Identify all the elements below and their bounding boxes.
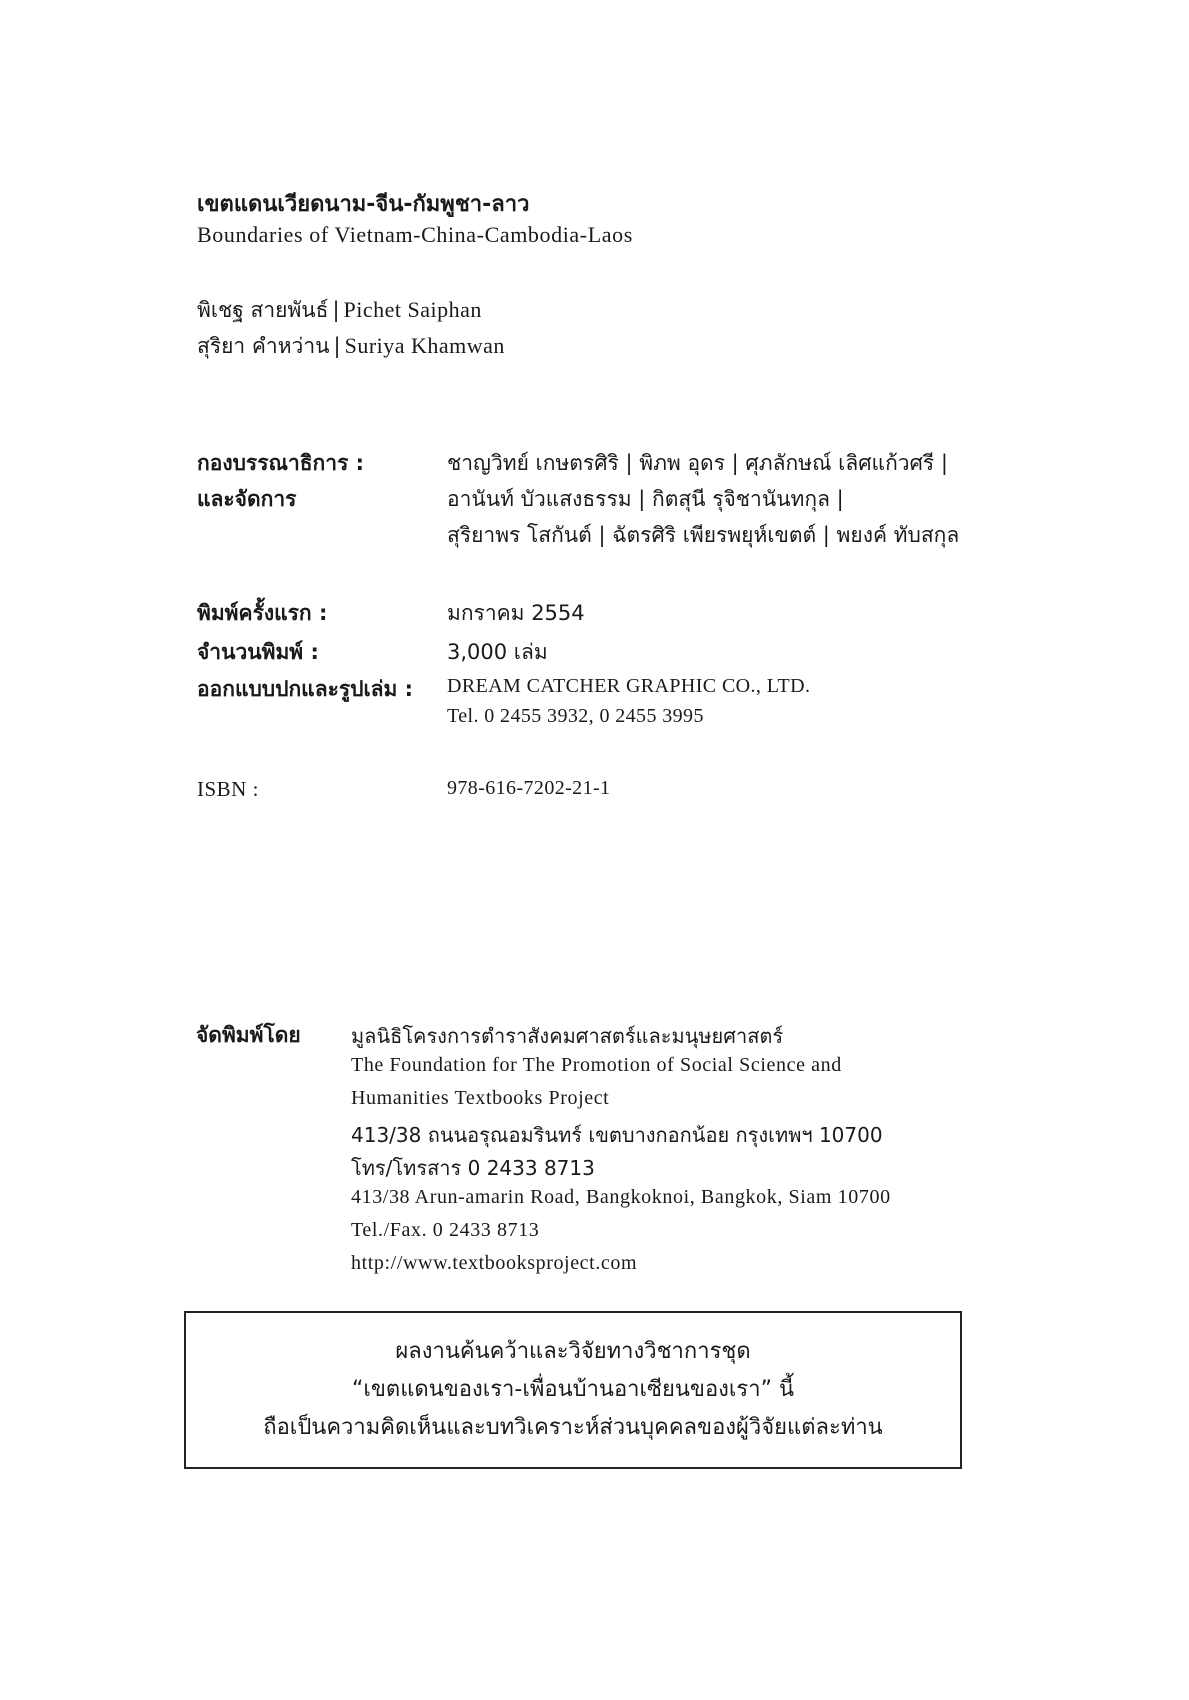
isbn-value: 978-616-7202-21-1 (447, 777, 611, 799)
disclaimer-box (184, 1311, 962, 1469)
book-title-english: Boundaries of Vietnam-China-Cambodia-Laos (197, 222, 633, 247)
print-count-value: 3,000 เล่ม (447, 640, 548, 664)
author-separator: | (333, 334, 341, 358)
author-line-1 (197, 294, 482, 327)
publisher-name-english-1: The Foundation for The Promotion of Social Science and (351, 1054, 842, 1076)
publisher-address-thai: 413/38 ถนนอรุณอมรินทร์ เขตบางกอกน้อย กรุงเทพฯ 10700 (351, 1123, 883, 1147)
editorial-label-cont: และจัดการ (197, 487, 297, 511)
author-1-thai: พิเชฐ สายพันธ์ (197, 298, 329, 322)
design-label: ออกแบบปกและรูปเล่ม : (197, 677, 414, 701)
publisher-website[interactable]: http://www.textbooksproject.com (351, 1252, 638, 1274)
disclaimer-line-2: “เขตแดนของเรา-เพื่อนบ้านอาเซียนของเรา” นี้ (351, 1377, 795, 1402)
author-separator: | (332, 298, 340, 322)
print-count-label: จำนวนพิมพ์ : (197, 640, 319, 664)
book-title-thai: เขตแดนเวียดนาม-จีน-กัมพูชา-ลาว (197, 192, 530, 217)
author-2-english: Suriya Khamwan (344, 333, 505, 358)
author-1-english: Pichet Saiphan (343, 297, 482, 322)
publisher-label: จัดพิมพ์โดย (196, 1023, 301, 1047)
publisher-name-thai: มูลนิธิโครงการตำราสังคมศาสตร์และมนุษยศาสตร์ (351, 1024, 784, 1048)
publisher-phone-thai: โทร/โทรสาร 0 2433 8713 (351, 1156, 595, 1180)
editorial-line-3: สุริยาพร โสกันต์ | ฉัตรศิริ เพียรพยุห์เขตต์ | พยงค์ ทับสกุล (447, 523, 960, 547)
editorial-line-2: อานันท์ บัวแสงธรรม | กิตสุนี รุจิชานันทกุล | (447, 487, 844, 511)
first-print-value: มกราคม 2554 (447, 601, 585, 625)
disclaimer-line-1: ผลงานค้นคว้าและวิจัยทางวิชาการชุด (395, 1339, 751, 1364)
design-company: DREAM CATCHER GRAPHIC CO., LTD. (447, 675, 811, 697)
design-tel: Tel. 0 2455 3932, 0 2455 3995 (447, 705, 704, 727)
author-line-2 (197, 330, 505, 363)
editorial-line-1: ชาญวิทย์ เกษตรศิริ | พิภพ อุดร | ศุภลักษณ์ เลิศแก้วศรี | (447, 451, 948, 475)
editorial-label: กองบรรณาธิการ : (197, 451, 365, 475)
publisher-name-english-2: Humanities Textbooks Project (351, 1087, 610, 1109)
first-print-label: พิมพ์ครั้งแรก : (197, 601, 328, 625)
disclaimer-line-3: ถือเป็นความคิดเห็นและบทวิเคราะห์ส่วนบุคคลของผู้วิจัยแต่ละท่าน (263, 1415, 883, 1440)
publisher-address-english: 413/38 Arun-amarin Road, Bangkoknoi, Bangkok, Siam 10700 (351, 1186, 891, 1208)
isbn-label: ISBN : (197, 777, 259, 801)
publisher-phone-english: Tel./Fax. 0 2433 8713 (351, 1219, 540, 1241)
author-2-thai: สุริยา คำหว่าน (197, 334, 330, 358)
